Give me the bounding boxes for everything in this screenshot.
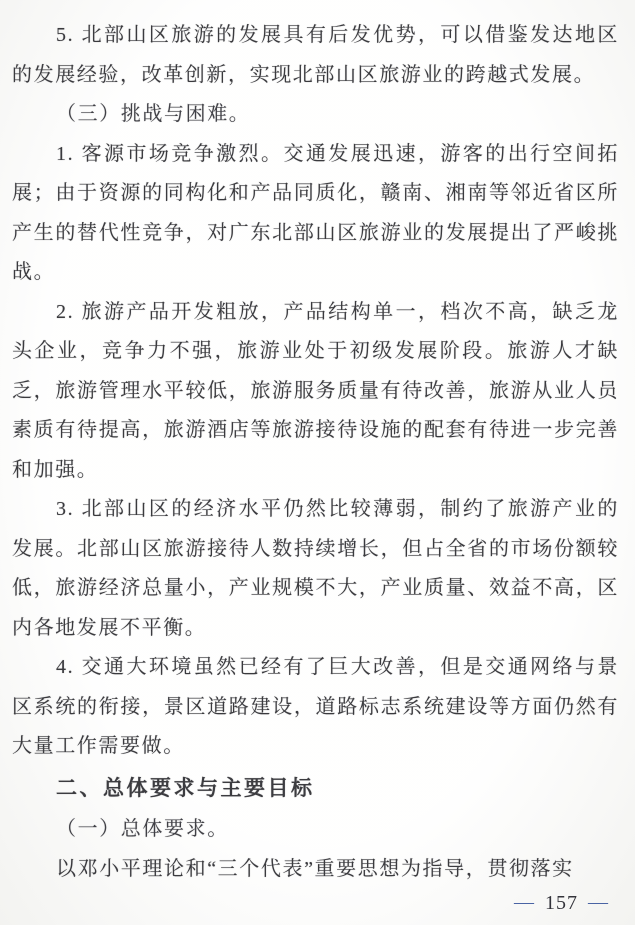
paragraph-challenge-point-2: 2. 旅游产品开发粗放，产品结构单一，档次不高，缺乏龙头企业，竞争力不强，旅游业处于初级发展阶段。旅游人才缺乏，旅游管理水平较低，旅游服务质量有待改善，旅游从业人员素质有待提高，旅游酒店等旅游接待设施的配套有待进一步完善和加强。	[12, 300, 619, 481]
subsection-heading-challenges: （三）挑战与困难。	[56, 103, 251, 125]
page-number-dash-left: —	[514, 891, 535, 913]
page-footer	[514, 892, 609, 915]
paragraph-challenge-point-3: 3. 北部山区的经济水平仍然比较薄弱，制约了旅游产业的发展。北部山区旅游接待人数持续增长，但占全省的市场份额较低，旅游经济总量小，产业规模不大，产业质量、效益不高，区内各地发展不平衡。	[12, 498, 619, 639]
page-number-dash-right: —	[588, 891, 609, 913]
paragraph-guiding-ideology: 以邓小平理论和“三个代表”重要思想为指导，贯彻落实	[56, 857, 574, 880]
paragraph-challenge-point-4: 4. 交通大环境虽然已经有了巨大改善，但是交通网络与景区系统的衔接，景区道路建设，道路标志系统建设等方面仍然有大量工作需要做。	[12, 656, 619, 757]
paragraph-advantage-point-5: 5. 北部山区旅游的发展具有后发优势，可以借鉴发达地区的发展经验，改革创新，实现北部山区旅游业的跨越式发展。	[12, 24, 619, 86]
page-number: 157	[545, 892, 578, 914]
paragraph-challenge-point-1: 1. 客源市场竞争激烈。交通发展迅速，游客的出行空间拓展；由于资源的同构化和产品同质化，赣南、湘南等邻近省区所产生的替代性竞争，对广东北部山区旅游业的发展提出了严峻挑战。	[12, 142, 619, 283]
subsection-heading-general-requirements: （一）总体要求。	[56, 818, 229, 840]
section-heading-overall-requirements: 二、总体要求与主要目标	[56, 776, 315, 800]
